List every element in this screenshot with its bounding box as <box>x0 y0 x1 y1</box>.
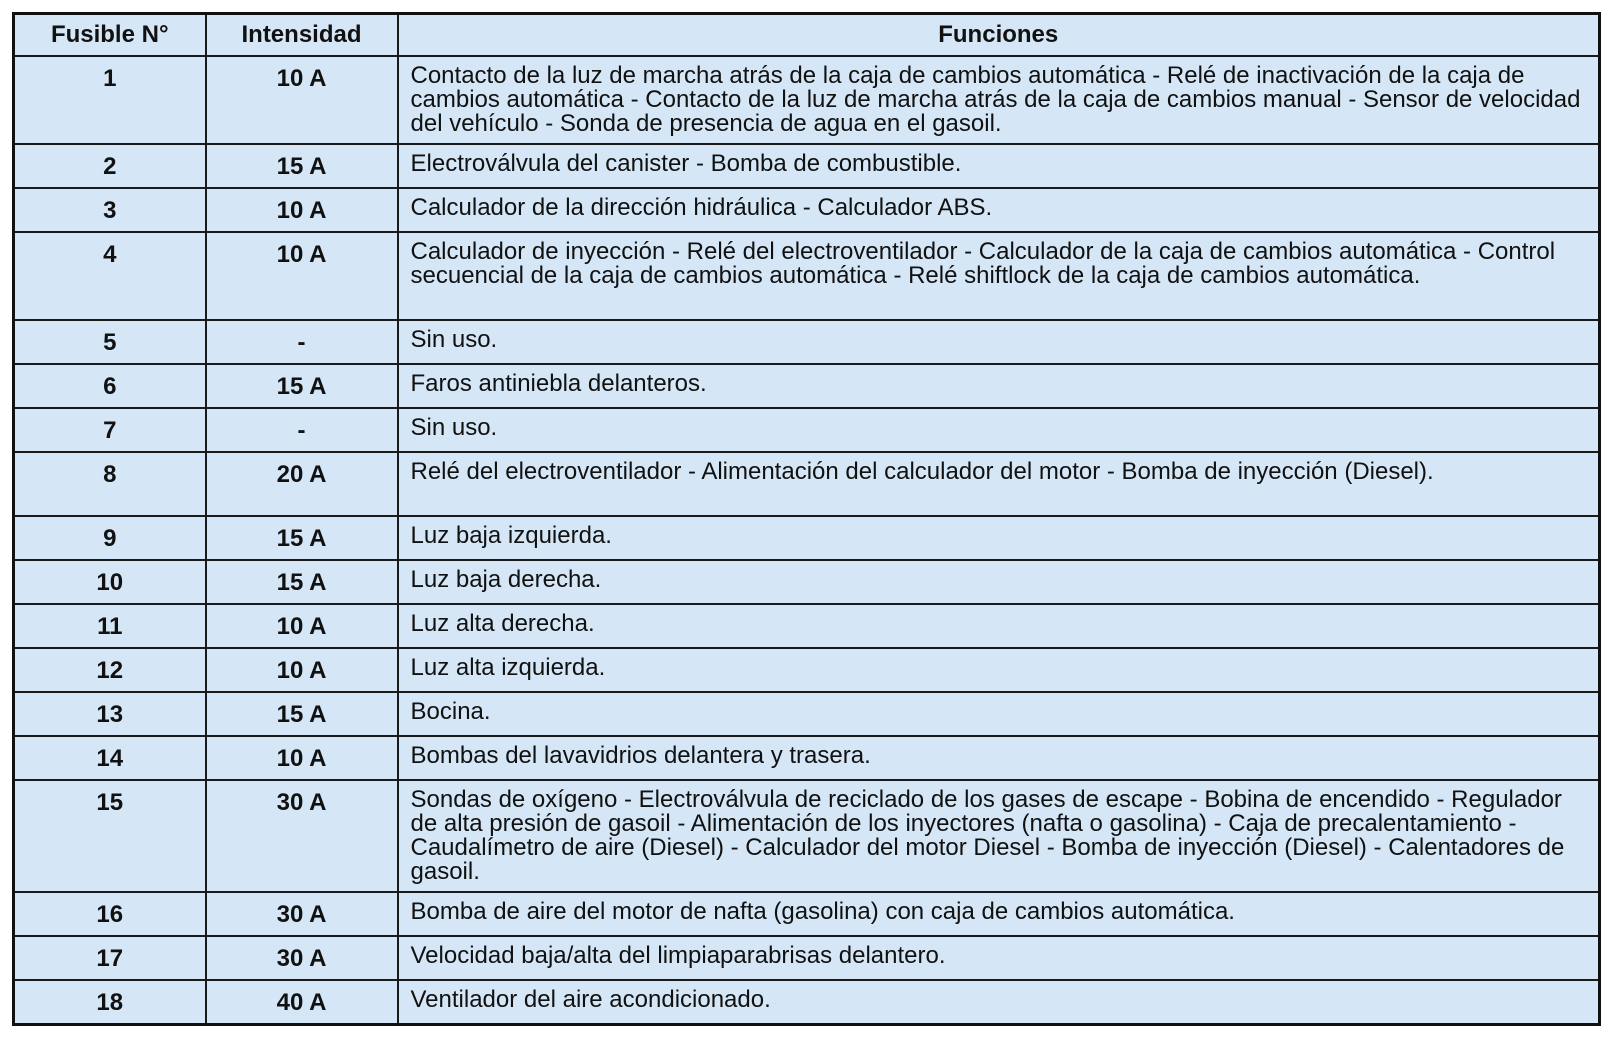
table-row <box>14 144 1600 188</box>
fuse-number-cell: 16 <box>14 892 206 936</box>
amperage-cell: 10 A <box>206 56 398 144</box>
table-row <box>14 980 1600 1024</box>
table-row <box>14 648 1600 692</box>
header-row <box>14 14 1600 57</box>
fuse-table <box>12 12 1601 1026</box>
functions-cell: Sin uso. <box>398 320 1600 364</box>
amperage-cell: 15 A <box>206 516 398 560</box>
fuse-number-cell: 12 <box>14 648 206 692</box>
fuse-number-cell: 10 <box>14 560 206 604</box>
amperage-cell: 10 A <box>206 232 398 320</box>
amperage-cell: 15 A <box>206 560 398 604</box>
amperage-cell: 30 A <box>206 780 398 892</box>
table-row <box>14 736 1600 780</box>
functions-cell: Luz baja izquierda. <box>398 516 1600 560</box>
fuse-number-cell: 9 <box>14 516 206 560</box>
fuse-number-cell: 14 <box>14 736 206 780</box>
amperage-cell: - <box>206 320 398 364</box>
functions-cell: Sin uso. <box>398 408 1600 452</box>
amperage-cell: 10 A <box>206 188 398 232</box>
fuse-number-cell: 17 <box>14 936 206 980</box>
functions-cell: Bomba de aire del motor de nafta (gasolina) con caja de cambios automática. <box>398 892 1600 936</box>
table-row <box>14 56 1600 144</box>
table-row <box>14 892 1600 936</box>
functions-cell: Luz baja derecha. <box>398 560 1600 604</box>
table-row <box>14 516 1600 560</box>
fuse-number-cell: 13 <box>14 692 206 736</box>
header-fuse-number: Fusible N° <box>14 14 206 57</box>
amperage-cell: 30 A <box>206 892 398 936</box>
amperage-cell: - <box>206 408 398 452</box>
table-row <box>14 604 1600 648</box>
table-row <box>14 780 1600 892</box>
header-amperage: Intensidad <box>206 14 398 57</box>
functions-cell: Sondas de oxígeno - Electroválvula de reciclado de los gases de escape - Bobina de encendido - Regulador de alta presión de gasoil - Alimentación de los inyectores (nafta o gasolina) - Caja de precalentamiento - Caudalímetro de aire (Diesel) - Calculador del motor Diesel - Bomba de inyección (Diesel) - Calentadores de gasoil. <box>398 780 1600 892</box>
functions-cell: Contacto de la luz de marcha atrás de la caja de cambios automática - Relé de inactivación de la caja de cambios automática - Contacto de la luz de marcha atrás de la caja de cambios manual - Sensor de velocidad del vehículo - Sonda de presencia de agua en el gasoil. <box>398 56 1600 144</box>
fuse-number-cell: 8 <box>14 452 206 516</box>
functions-cell: Ventilador del aire acondicionado. <box>398 980 1600 1024</box>
functions-cell: Calculador de la dirección hidráulica - Calculador ABS. <box>398 188 1600 232</box>
amperage-cell: 15 A <box>206 144 398 188</box>
functions-cell: Bocina. <box>398 692 1600 736</box>
table-row <box>14 560 1600 604</box>
functions-cell: Velocidad baja/alta del limpiaparabrisas delantero. <box>398 936 1600 980</box>
functions-cell: Relé del electroventilador - Alimentación del calculador del motor - Bomba de inyección (Diesel). <box>398 452 1600 516</box>
table-row <box>14 364 1600 408</box>
header-functions: Funciones <box>398 14 1600 57</box>
amperage-cell: 40 A <box>206 980 398 1024</box>
table-row <box>14 188 1600 232</box>
table-row <box>14 320 1600 364</box>
table-row <box>14 936 1600 980</box>
fuse-number-cell: 6 <box>14 364 206 408</box>
amperage-cell: 10 A <box>206 648 398 692</box>
fuse-number-cell: 11 <box>14 604 206 648</box>
table-row <box>14 692 1600 736</box>
amperage-cell: 15 A <box>206 692 398 736</box>
functions-cell: Luz alta izquierda. <box>398 648 1600 692</box>
fuse-number-cell: 2 <box>14 144 206 188</box>
table-row <box>14 232 1600 320</box>
table-row <box>14 452 1600 516</box>
amperage-cell: 10 A <box>206 736 398 780</box>
fuse-number-cell: 7 <box>14 408 206 452</box>
fuse-number-cell: 15 <box>14 780 206 892</box>
functions-cell: Electroválvula del canister - Bomba de combustible. <box>398 144 1600 188</box>
functions-cell: Faros antiniebla delanteros. <box>398 364 1600 408</box>
table-row <box>14 408 1600 452</box>
functions-cell: Calculador de inyección - Relé del electroventilador - Calculador de la caja de cambios automática - Control secuencial de la caja de cambios automática - Relé shiftlock de la caja de cambios automática. <box>398 232 1600 320</box>
fuse-number-cell: 1 <box>14 56 206 144</box>
amperage-cell: 30 A <box>206 936 398 980</box>
amperage-cell: 15 A <box>206 364 398 408</box>
fuse-number-cell: 3 <box>14 188 206 232</box>
fuse-number-cell: 5 <box>14 320 206 364</box>
amperage-cell: 10 A <box>206 604 398 648</box>
fuse-number-cell: 4 <box>14 232 206 320</box>
fuse-number-cell: 18 <box>14 980 206 1024</box>
functions-cell: Luz alta derecha. <box>398 604 1600 648</box>
functions-cell: Bombas del lavavidrios delantera y trasera. <box>398 736 1600 780</box>
amperage-cell: 20 A <box>206 452 398 516</box>
